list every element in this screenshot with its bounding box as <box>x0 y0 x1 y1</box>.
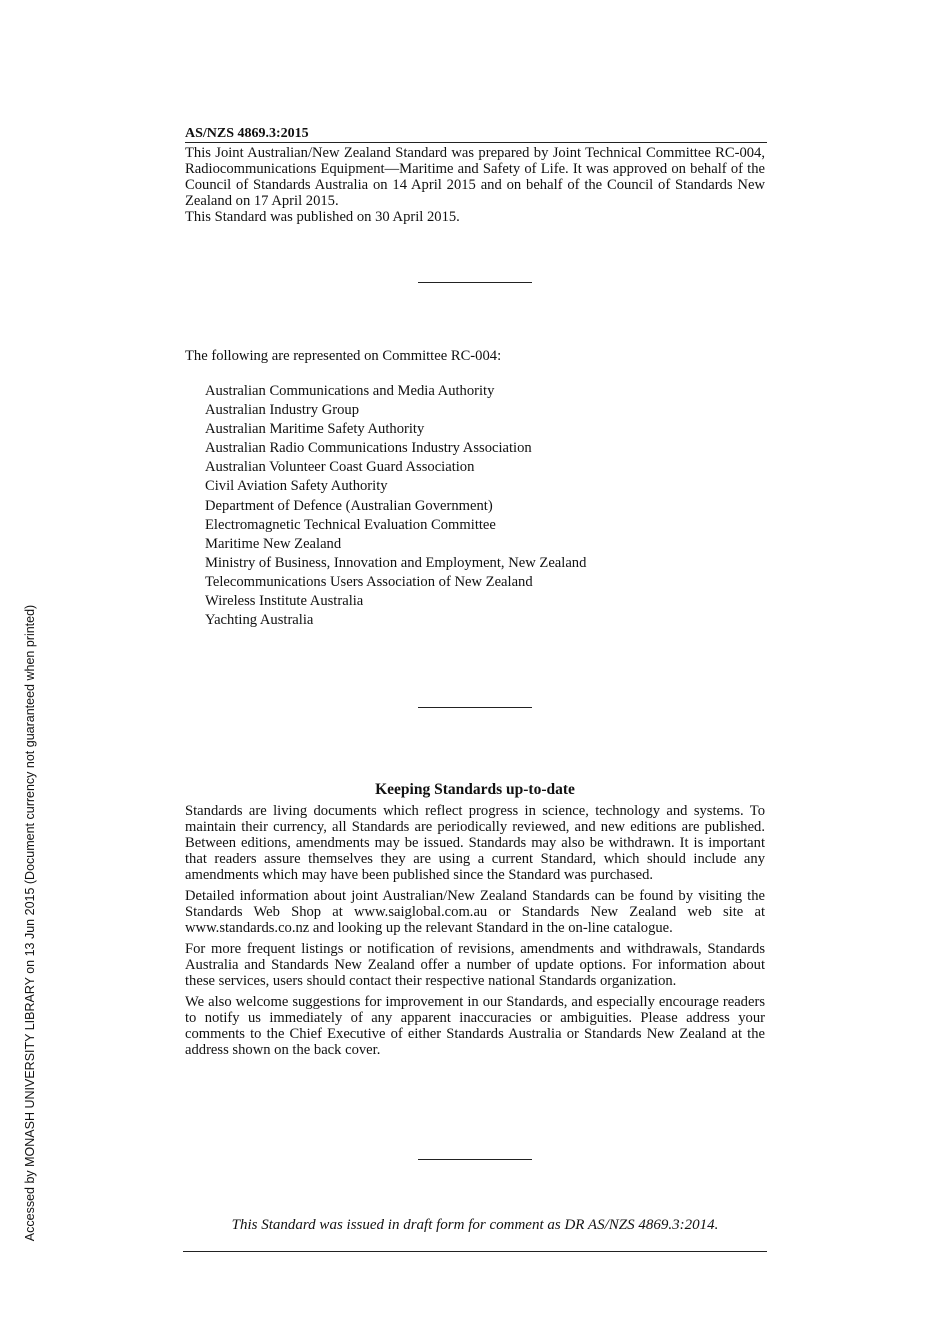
list-item: Department of Defence (Australian Government) <box>205 497 493 514</box>
paragraph: Standards are living documents which reflect progress in science, technology and systems. To maintain their currency, all Standards are periodically reviewed, and new editions are published. Between editions, amendments may be issued. Standards may also be withdrawn. It is important that readers assure themselves they are using a current Standard, which should include any amendments which may have been published since the Standard was purchased. <box>185 803 765 883</box>
access-watermark: Accessed by MONASH UNIVERSITY LIBRARY on 13 Jun 2015 (Document currency not guaranteed when printed) <box>23 604 37 1242</box>
organization-list <box>205 382 765 630</box>
section-divider <box>418 282 532 283</box>
list-item: Wireless Institute Australia <box>205 593 364 610</box>
section-heading: Keeping Standards up-to-date <box>375 781 575 798</box>
list-item: Australian Volunteer Coast Guard Association <box>205 459 475 476</box>
standard-code: AS/NZS 4869.3:2015 <box>185 126 767 143</box>
committee-intro: The following are represented on Committee RC-004: <box>185 348 502 364</box>
list-item: Electromagnetic Technical Evaluation Committee <box>205 516 496 533</box>
preparation-block <box>185 145 765 225</box>
list-item: Civil Aviation Safety Authority <box>205 478 388 495</box>
list-item: Australian Maritime Safety Authority <box>205 421 425 438</box>
list-item: Yachting Australia <box>205 612 314 629</box>
keeping-up-to-date-body <box>185 803 765 1063</box>
paragraph: We also welcome suggestions for improvement in our Standards, and especially encourage readers to notify us immediately of any apparent inaccuracies or ambiguities. Please address your comments to the Chief Executive of either Standards Australia or Standards New Zealand at the address shown on the back cover. <box>185 994 765 1058</box>
list-item: Telecommunications Users Association of New Zealand <box>205 573 533 590</box>
list-item: Ministry of Business, Innovation and Employment, New Zealand <box>205 554 587 571</box>
footer-rule <box>183 1251 767 1252</box>
draft-note: This Standard was issued in draft form for comment as DR AS/NZS 4869.3:2014. <box>231 1217 719 1233</box>
section-divider <box>418 1159 532 1160</box>
list-item: Australian Communications and Media Authority <box>205 383 495 399</box>
list-item: Australian Industry Group <box>205 402 360 419</box>
section-divider <box>418 707 532 708</box>
list-item: Maritime New Zealand <box>205 535 342 552</box>
paragraph: For more frequent listings or notification of revisions, amendments and withdrawals, Standards Australia and Standards New Zealand offer a number of update options. For information about these services, users should contact their respective national Standards organization. <box>185 941 765 989</box>
publication-date: This Standard was published on 30 April 2015. <box>185 209 460 225</box>
preparation-paragraph: This Joint Australian/New Zealand Standard was prepared by Joint Technical Committee RC-004, Radiocommunications Equipment—Maritime and Safety of Life. It was approved on behalf of the Council of Standards Australia on 14 April 2015 and on behalf of the Council of Standards New Zealand on 17 April 2015. <box>185 145 765 209</box>
paragraph: Detailed information about joint Australian/New Zealand Standards can be found by visiting the Standards Web Shop at www.saiglobal.com.au or Standards New Zealand web site at www.standards.co.nz and looking up the relevant Standard in the on-line catalogue. <box>185 888 765 936</box>
list-item: Australian Radio Communications Industry Association <box>205 440 532 457</box>
